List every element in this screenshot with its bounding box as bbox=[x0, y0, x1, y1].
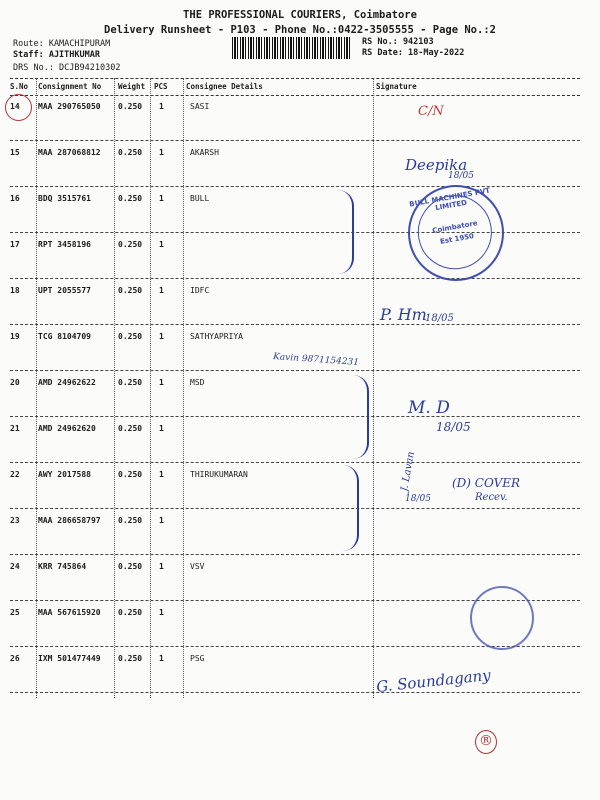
table-row bbox=[10, 370, 580, 417]
row-consignment: TCG 8104709 bbox=[38, 332, 91, 341]
row-sno: 15 bbox=[10, 148, 20, 157]
handwritten-date: 18/05 bbox=[448, 171, 474, 181]
row-sno: 14 bbox=[10, 102, 20, 111]
partial-stamp bbox=[470, 586, 534, 650]
row-pcs: 1 bbox=[159, 286, 164, 295]
row-consignment: RPT 3458196 bbox=[38, 240, 91, 249]
row-consignment: UPT 2055577 bbox=[38, 286, 91, 295]
row-consignment: AMD 24962622 bbox=[38, 378, 96, 387]
bracket-mark bbox=[330, 190, 354, 274]
row-consignment: KRR 745864 bbox=[38, 562, 87, 571]
table-row bbox=[10, 140, 580, 187]
row-pcs: 1 bbox=[159, 102, 164, 111]
row-consignee: SATHYAPRIYA bbox=[190, 332, 243, 341]
handwritten-kavin: Kavin 9871154231 bbox=[272, 352, 360, 368]
row-pcs: 1 bbox=[159, 194, 164, 203]
row-consignment: AWY 2017588 bbox=[38, 470, 91, 479]
row-pcs: 1 bbox=[159, 240, 164, 249]
row-sno: 25 bbox=[10, 608, 20, 617]
bracket-mark bbox=[345, 375, 369, 459]
row-pcs: 1 bbox=[159, 608, 164, 617]
handwritten-md: M. D bbox=[408, 398, 450, 418]
route: Route: KAMACHIPURAM bbox=[13, 39, 111, 49]
row-consignment: IXM 501477449 bbox=[38, 654, 101, 663]
table-row bbox=[10, 416, 580, 463]
row-weight: 0.250 bbox=[118, 148, 143, 157]
row-consignment: MAA 286658797 bbox=[38, 516, 101, 525]
handwritten-soundagany: G. Soundagany bbox=[375, 666, 492, 696]
row-pcs: 1 bbox=[159, 562, 164, 571]
row-sno: 20 bbox=[10, 378, 20, 387]
row-sno: 18 bbox=[10, 286, 20, 295]
handwritten-date: 18/05 bbox=[405, 494, 431, 504]
row-weight: 0.250 bbox=[118, 332, 143, 341]
handwritten-lavan: J. Lavan bbox=[399, 450, 418, 493]
stamp-text: BULL MACHINES PVT LIMITED bbox=[408, 186, 491, 213]
bracket-mark bbox=[335, 465, 359, 551]
row-consignee: PSG bbox=[190, 654, 205, 663]
row-consignee: VSV bbox=[190, 562, 205, 571]
row-pcs: 1 bbox=[159, 332, 164, 341]
row-weight: 0.250 bbox=[118, 608, 143, 617]
row-pcs: 1 bbox=[159, 424, 164, 433]
drs-number: DRS No.: DCJB94210302 bbox=[13, 63, 121, 73]
row-consignee: BULL bbox=[190, 194, 210, 203]
table-row bbox=[10, 508, 580, 555]
row-pcs: 1 bbox=[159, 516, 164, 525]
row-sno: 21 bbox=[10, 424, 20, 433]
row-pcs: 1 bbox=[159, 654, 164, 663]
row-pcs: 1 bbox=[159, 378, 164, 387]
staff: Staff: AJITHKUMAR bbox=[13, 50, 100, 60]
row-weight: 0.250 bbox=[118, 424, 143, 433]
red-circled-mark: ® bbox=[475, 730, 497, 754]
stamp-est: Est 1950 bbox=[439, 231, 475, 246]
row-weight: 0.250 bbox=[118, 194, 143, 203]
row-weight: 0.250 bbox=[118, 378, 143, 387]
row-sno: 16 bbox=[10, 194, 20, 203]
row-sno: 26 bbox=[10, 654, 20, 663]
row-consignee: AKARSH bbox=[190, 148, 219, 157]
handwritten-cover: (D) COVER bbox=[452, 476, 521, 490]
row-consignment: MAA 567615920 bbox=[38, 608, 101, 617]
col-signature: Signature bbox=[376, 82, 417, 91]
col-consignee: Consignee Details bbox=[186, 82, 263, 91]
handwritten-cn: C/N bbox=[418, 104, 444, 119]
company-title: THE PROFESSIONAL COURIERS, Coimbatore bbox=[183, 9, 417, 21]
row-weight: 0.250 bbox=[118, 562, 143, 571]
row-circle-mark bbox=[5, 94, 32, 121]
handwritten-date: 18/05 bbox=[436, 420, 471, 434]
table-row bbox=[10, 324, 580, 371]
row-pcs: 1 bbox=[159, 470, 164, 479]
row-sno: 17 bbox=[10, 240, 20, 249]
row-consignee: SASI bbox=[190, 102, 210, 111]
col-sno: S.No bbox=[10, 82, 29, 91]
row-weight: 0.250 bbox=[118, 286, 143, 295]
rs-date: RS Date: 18-May-2022 bbox=[362, 48, 465, 58]
row-sno: 24 bbox=[10, 562, 20, 571]
table-row bbox=[10, 646, 580, 693]
row-sno: 23 bbox=[10, 516, 20, 525]
row-weight: 0.250 bbox=[118, 470, 143, 479]
runsheet-title: Delivery Runsheet - P103 - Phone No.:0422-3505555 - Page No.:2 bbox=[104, 24, 496, 36]
row-weight: 0.250 bbox=[118, 516, 143, 525]
col-pcs: PCS bbox=[154, 82, 168, 91]
row-weight: 0.250 bbox=[118, 102, 143, 111]
handwritten-recev: Recev. bbox=[475, 492, 508, 503]
rs-number: RS No.: 942103 bbox=[362, 37, 434, 47]
row-consignee: THIRUKUMARAN bbox=[190, 470, 248, 479]
handwritten-date: 18/05 bbox=[425, 313, 454, 324]
row-weight: 0.250 bbox=[118, 240, 143, 249]
row-consignee: MSD bbox=[190, 378, 205, 387]
row-consignment: BDQ 3515761 bbox=[38, 194, 91, 203]
row-consignment: AMD 24962620 bbox=[38, 424, 96, 433]
handwritten-phm: P. Hm bbox=[380, 305, 427, 324]
handwritten-deepika: Deepika bbox=[405, 156, 468, 174]
row-consignment: MAA 290765050 bbox=[38, 102, 101, 111]
row-sno: 22 bbox=[10, 470, 20, 479]
row-sno: 19 bbox=[10, 332, 20, 341]
table-row bbox=[10, 94, 580, 141]
barcode bbox=[232, 37, 352, 59]
table-row bbox=[10, 278, 580, 325]
row-consignment: MAA 287068812 bbox=[38, 148, 101, 157]
row-pcs: 1 bbox=[159, 148, 164, 157]
row-weight: 0.250 bbox=[118, 654, 143, 663]
stamp-city: Coimbatore bbox=[431, 219, 479, 236]
col-consignment: Consignment No bbox=[38, 82, 102, 91]
row-consignee: IDFC bbox=[190, 286, 210, 295]
col-weight: Weight bbox=[118, 82, 146, 91]
